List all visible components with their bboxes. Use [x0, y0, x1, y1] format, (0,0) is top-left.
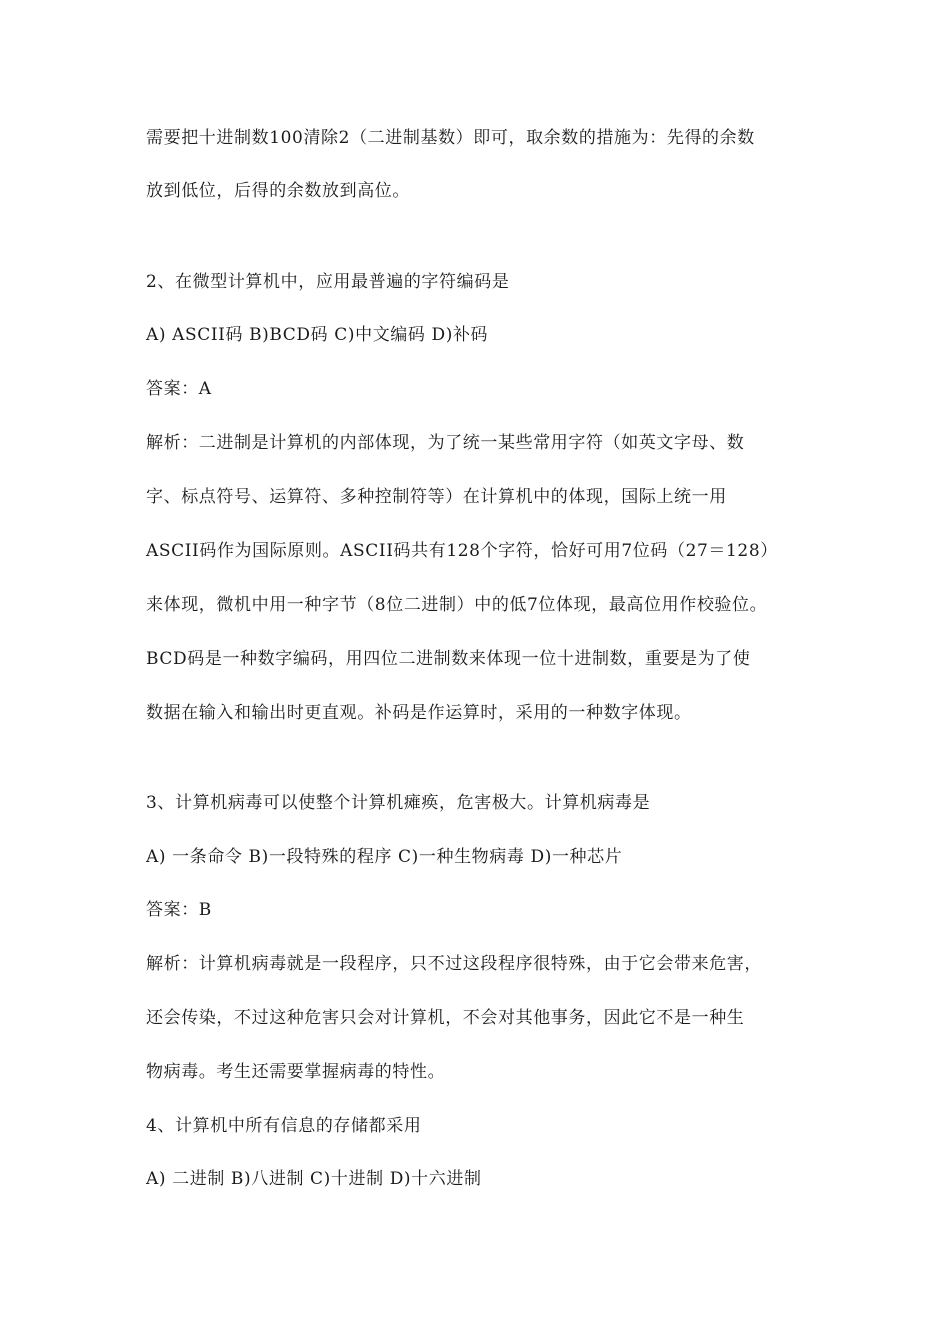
question-4-stem: 4、计算机中所有信息的存储都采用	[146, 1116, 422, 1136]
question-2-explanation: 字、标点符号、运算符、多种控制符等）在计算机中的体现，国际上统一用	[146, 487, 727, 507]
question-2-explanation: BCD码是一种数字编码，用四位二进制数来体现一位十进制数，重要是为了使	[146, 649, 751, 669]
question-3-explanation: 物病毒。考生还需要掌握病毒的特性。	[146, 1062, 446, 1082]
question-4-options: A) 二进制 B)八进制 C)十进制 D)十六进制	[146, 1169, 482, 1189]
question-2-explanation: ASCII码作为国际原则。ASCII码共有128个字符，恰好可用7位码（27＝128）	[146, 541, 778, 561]
question-3-explanation: 还会传染，不过这种危害只会对计算机，不会对其他事务，因此它不是一种生	[146, 1008, 745, 1028]
question-2-explanation: 来体现，微机中用一种字节（8位二进制）中的低7位体现，最高位用作校验位。	[146, 595, 768, 615]
question-3-stem: 3、计算机病毒可以使整个计算机瘫痪，危害极大。计算机病毒是	[146, 793, 651, 813]
question-2-explanation: 数据在输入和输出时更直观。补码是作运算时，采用的一种数字体现。	[146, 703, 692, 723]
question-2-answer: 答案：A	[146, 379, 212, 399]
text-line: 需要把十进制数100清除2（二进制基数）即可，取余数的措施为：先得的余数	[146, 128, 755, 148]
question-2-explanation: 解析：二进制是计算机的内部体现，为了统一某些常用字符（如英文字母、数	[146, 433, 745, 453]
question-3-answer: 答案：B	[146, 900, 212, 920]
question-3-explanation: 解析：计算机病毒就是一段程序，只不过这段程序很特殊，由于它会带来危害，	[146, 954, 762, 974]
text-line: 放到低位，后得的余数放到高位。	[146, 181, 410, 201]
question-2-options: A) ASCII码 B)BCD码 C)中文编码 D)补码	[146, 325, 489, 345]
question-2-stem: 2、在微型计算机中，应用最普遍的字符编码是	[146, 272, 510, 292]
question-3-options: A) 一条命令 B)一段特殊的程序 C)一种生物病毒 D)一种芯片	[146, 847, 623, 867]
